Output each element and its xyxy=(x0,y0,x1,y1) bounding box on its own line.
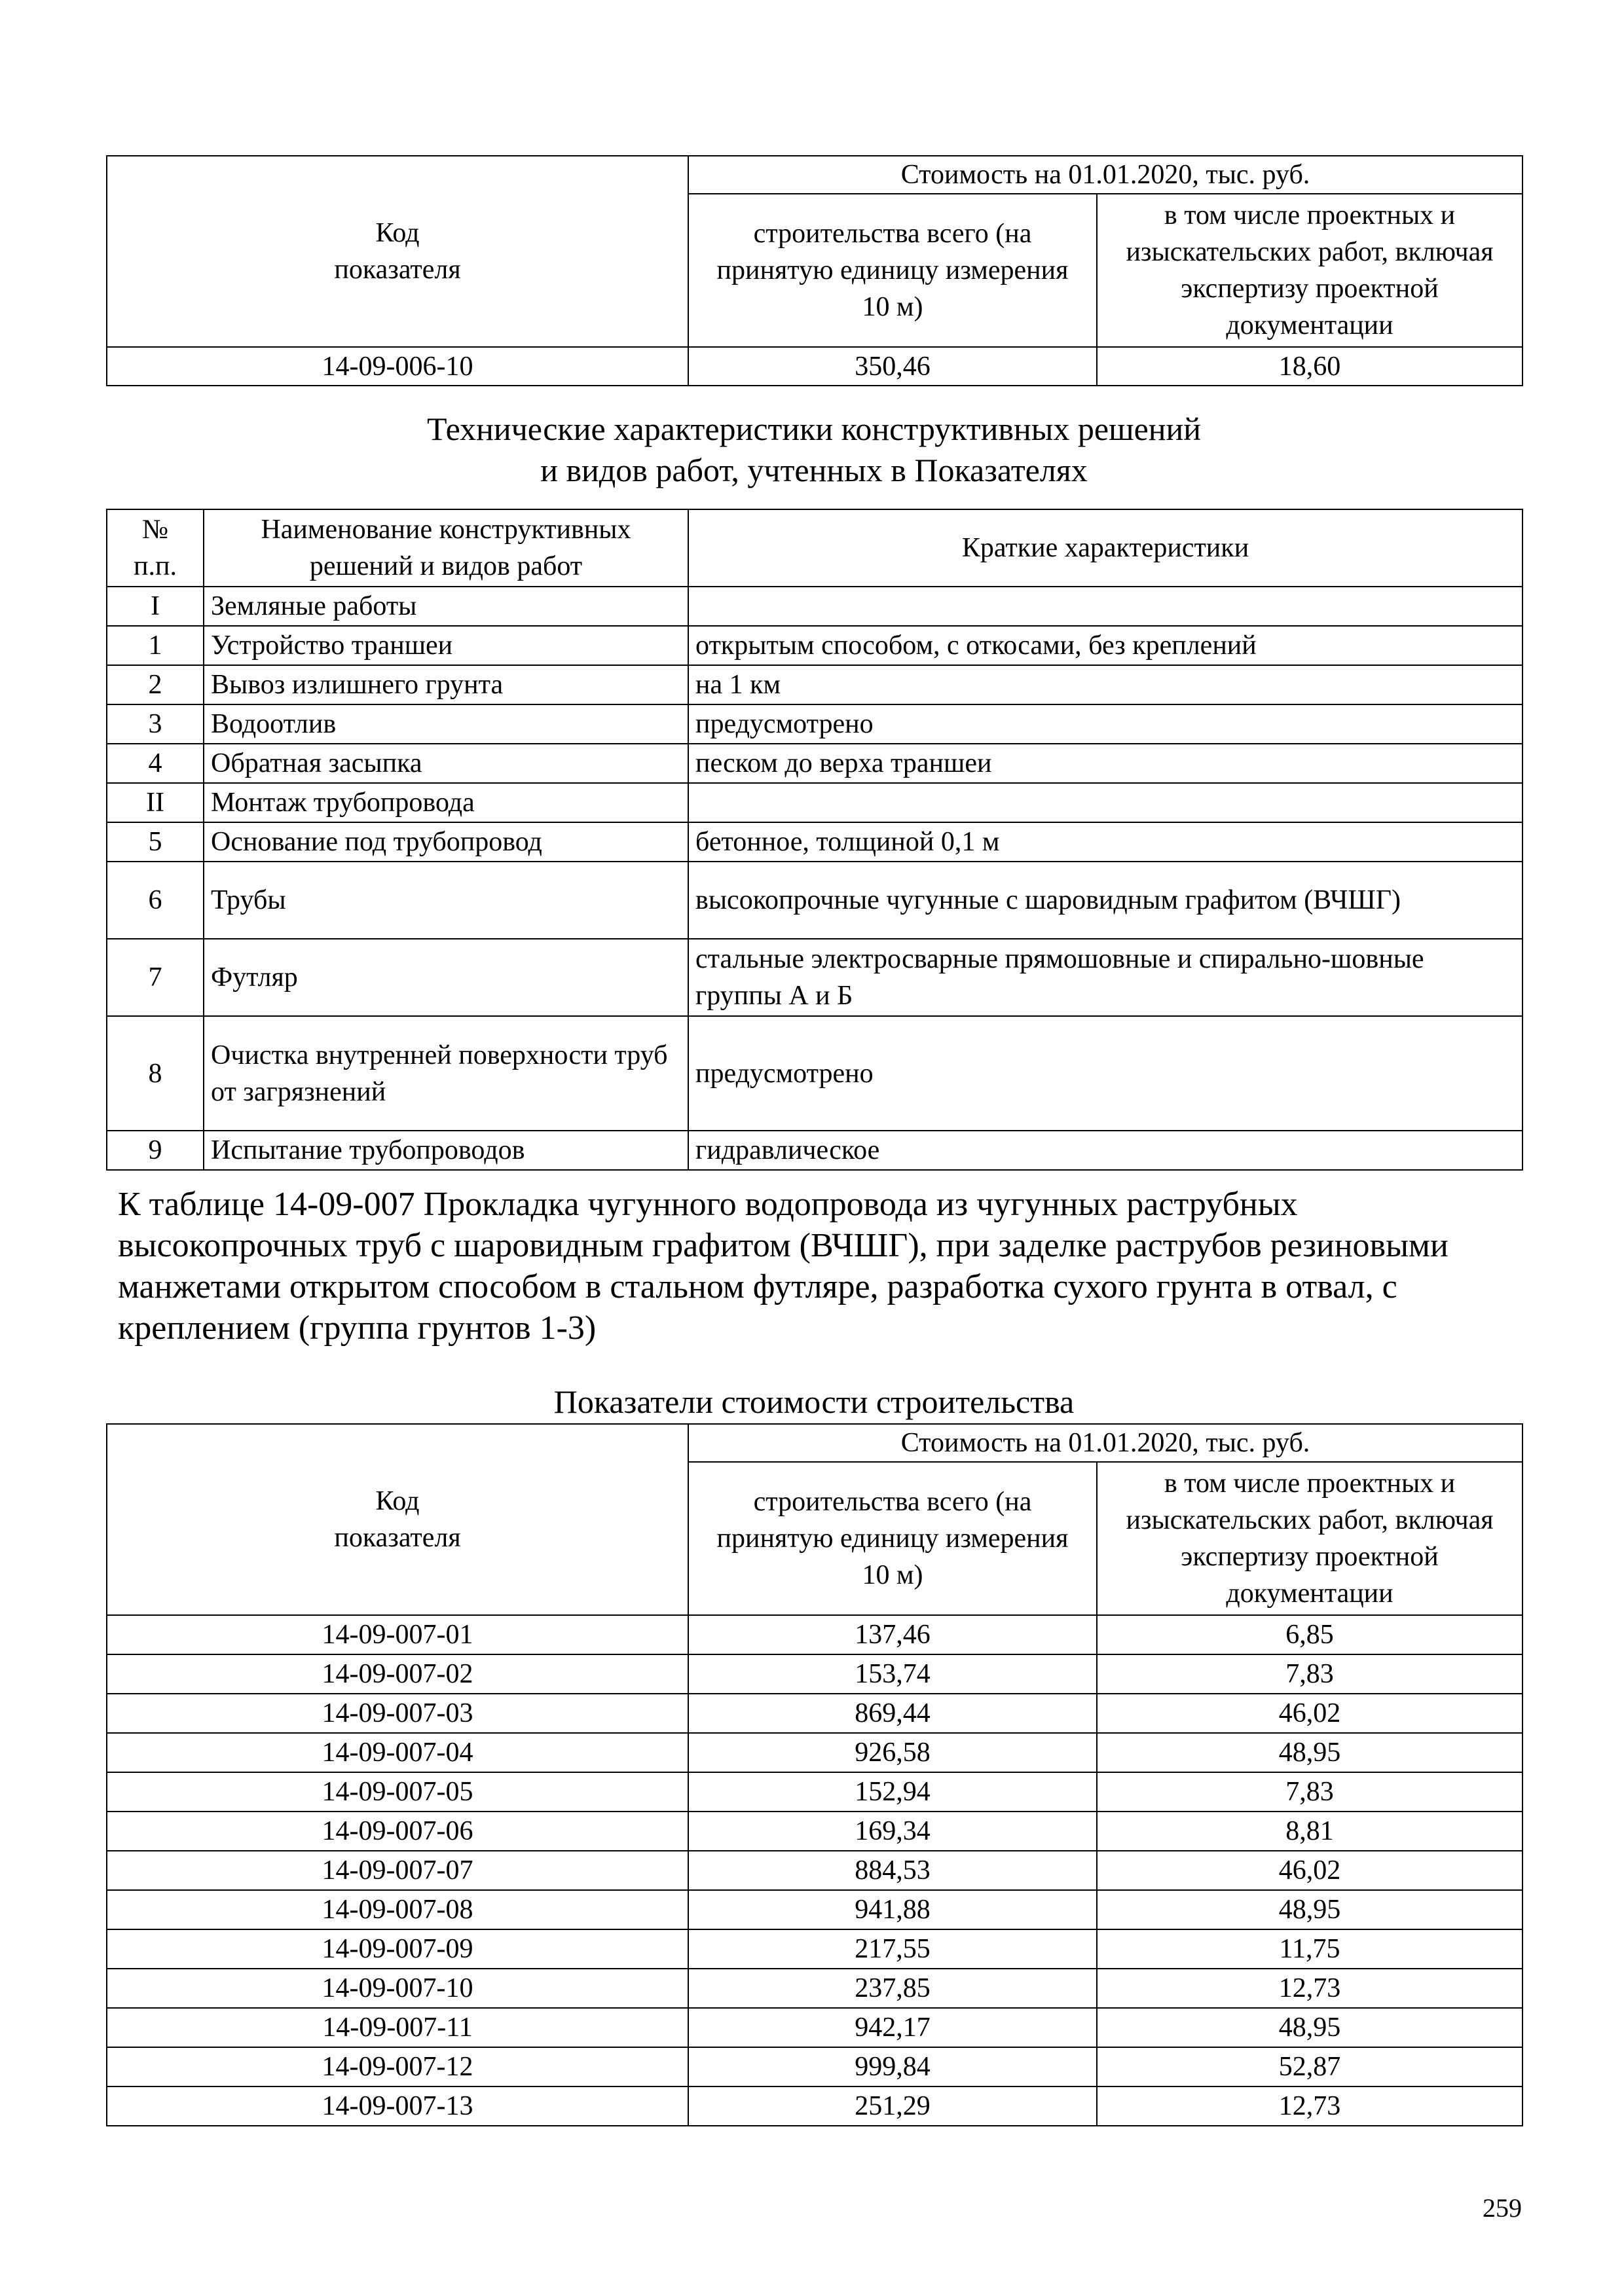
table-row xyxy=(107,1772,1522,1812)
row-design: 7,83 xyxy=(1097,1772,1522,1812)
tech-name: Вывоз излишнего грунта xyxy=(204,665,688,704)
table-row xyxy=(107,862,1522,939)
row-code: 14-09-007-08 xyxy=(107,1890,688,1929)
row-code: 14-09-007-11 xyxy=(107,2008,688,2047)
row-code: 14-09-007-02 xyxy=(107,1654,688,1694)
row-code: 14-09-006-10 xyxy=(107,347,688,386)
table-row xyxy=(107,939,1522,1016)
header-cost: Стоимость на 01.01.2020, тыс. руб. xyxy=(688,1424,1522,1462)
tech-char: стальные электросварные прямошовные и спирально-шовные группы А и Б xyxy=(688,939,1522,1016)
tech-num: 9 xyxy=(107,1131,204,1170)
header-design: в том числе проектных и изыскательских работ, включая экспертизу проектной документации xyxy=(1097,194,1522,347)
row-total: 869,44 xyxy=(688,1694,1097,1733)
tech-heading: Технические характеристики конструктивных решений и видов работ, учтенных в Показателях xyxy=(426,410,1202,488)
tech-char xyxy=(688,783,1522,822)
tech-char: бетонное, толщиной 0,1 м xyxy=(688,822,1522,862)
tech-char: гидравлическое xyxy=(688,1131,1522,1170)
row-total: 251,29 xyxy=(688,2086,1097,2126)
header-total: строительства всего (на принятую единицу измерения 10 м) xyxy=(688,1462,1097,1615)
page-number: 259 xyxy=(1483,2193,1522,2223)
table-row xyxy=(107,1890,1522,1929)
table-row xyxy=(107,704,1522,744)
tech-name: Монтаж трубопровода xyxy=(204,783,688,822)
table-row xyxy=(107,1131,1522,1170)
tech-num: I xyxy=(107,587,204,626)
tech-name: Устройство траншеи xyxy=(204,626,688,665)
row-total: 169,34 xyxy=(688,1812,1097,1851)
row-code: 14-09-007-01 xyxy=(107,1615,688,1654)
table-row xyxy=(107,1654,1522,1694)
table-row xyxy=(107,1615,1522,1654)
tech-num: 2 xyxy=(107,665,204,704)
table-row xyxy=(107,1929,1522,1969)
table-row xyxy=(107,744,1522,783)
row-total: 884,53 xyxy=(688,1851,1097,1890)
row-design: 46,02 xyxy=(1097,1851,1522,1890)
row-total: 999,84 xyxy=(688,2047,1097,2086)
tech-name: Основание под трубопровод xyxy=(204,822,688,862)
tech-name: Обратная засыпка xyxy=(204,744,688,783)
row-code: 14-09-007-03 xyxy=(107,1694,688,1733)
table-row xyxy=(107,587,1522,626)
tech-num: 1 xyxy=(107,626,204,665)
tech-char: песком до верха траншеи xyxy=(688,744,1522,783)
row-design: 6,85 xyxy=(1097,1615,1522,1654)
table-row xyxy=(107,347,1522,386)
table-row xyxy=(107,1851,1522,1890)
row-design: 48,95 xyxy=(1097,2008,1522,2047)
row-design: 7,83 xyxy=(1097,1654,1522,1694)
tech-char: предусмотрено xyxy=(688,704,1522,744)
table-row xyxy=(107,1016,1522,1131)
table-row xyxy=(107,1969,1522,2008)
table-row xyxy=(107,665,1522,704)
row-code: 14-09-007-10 xyxy=(107,1969,688,2008)
tech-name: Очистка внутренней поверхности труб от загрязнений xyxy=(204,1016,688,1131)
tech-char xyxy=(688,587,1522,626)
row-total: 137,46 xyxy=(688,1615,1097,1654)
row-design: 48,95 xyxy=(1097,1733,1522,1772)
row-total: 152,94 xyxy=(688,1772,1097,1812)
table-row xyxy=(107,626,1522,665)
tech-characteristics-table xyxy=(106,509,1523,1171)
table-row xyxy=(107,1694,1522,1733)
row-design: 8,81 xyxy=(1097,1812,1522,1851)
tech-num: 7 xyxy=(107,939,204,1016)
row-code: 14-09-007-13 xyxy=(107,2086,688,2126)
table-row xyxy=(107,1812,1522,1851)
tech-char: на 1 км xyxy=(688,665,1522,704)
row-design: 18,60 xyxy=(1097,347,1522,386)
tech-char: предусмотрено xyxy=(688,1016,1522,1131)
header-code: Код показателя xyxy=(107,156,688,347)
row-code: 14-09-007-04 xyxy=(107,1733,688,1772)
table-row xyxy=(107,822,1522,862)
row-code: 14-09-007-09 xyxy=(107,1929,688,1969)
row-total: 350,46 xyxy=(688,347,1097,386)
header-cost: Стоимость на 01.01.2020, тыс. руб. xyxy=(688,156,1522,194)
tech-name: Трубы xyxy=(204,862,688,939)
row-total: 217,55 xyxy=(688,1929,1097,1969)
tech-header-char: Краткие характеристики xyxy=(688,509,1522,587)
tech-num: 3 xyxy=(107,704,204,744)
row-design: 48,95 xyxy=(1097,1890,1522,1929)
row-design: 11,75 xyxy=(1097,1929,1522,1969)
row-code: 14-09-007-12 xyxy=(107,2047,688,2086)
row-total: 237,85 xyxy=(688,1969,1097,2008)
tech-char: открытым способом, с откосами, без креплений xyxy=(688,626,1522,665)
row-total: 153,74 xyxy=(688,1654,1097,1694)
table-row xyxy=(107,2008,1522,2047)
table-row xyxy=(107,2086,1522,2126)
tech-name: Футляр xyxy=(204,939,688,1016)
row-total: 942,17 xyxy=(688,2008,1097,2047)
table-row xyxy=(107,783,1522,822)
row-code: 14-09-007-06 xyxy=(107,1812,688,1851)
tech-name: Земляные работы xyxy=(204,587,688,626)
tech-num: 4 xyxy=(107,744,204,783)
row-code: 14-09-007-05 xyxy=(107,1772,688,1812)
header-code: Код показателя xyxy=(107,1424,688,1615)
tech-header-name: Наименование конструктивных решений и видов работ xyxy=(204,509,688,587)
tech-header-num: № п.п. xyxy=(107,509,204,587)
table-intro-paragraph: К таблице 14-09-007 Прокладка чугунного водопровода из чугунных раструбных высокопрочных труб с шаровидным графитом (ВЧШГ), при заделке раструбов резиновыми манжетами открытом способом в стальном футляре, разработка сухого грунта в отвал, с креплением (группа грунтов 1-3) xyxy=(118,1186,1449,1347)
tech-num: II xyxy=(107,783,204,822)
table-row xyxy=(107,1733,1522,1772)
row-design: 46,02 xyxy=(1097,1694,1522,1733)
row-code: 14-09-007-07 xyxy=(107,1851,688,1890)
tech-name: Испытание трубопроводов xyxy=(204,1131,688,1170)
cost-heading: Показатели стоимости строительства xyxy=(553,1383,1075,1420)
tech-char: высокопрочные чугунные с шаровидным графитом (ВЧШГ) xyxy=(688,862,1522,939)
table-row xyxy=(107,2047,1522,2086)
header-total: строительства всего (на принятую единицу измерения 10 м) xyxy=(688,194,1097,347)
tech-num: 5 xyxy=(107,822,204,862)
cost-table-14-09-006 xyxy=(106,155,1523,386)
row-total: 926,58 xyxy=(688,1733,1097,1772)
tech-num: 8 xyxy=(107,1016,204,1131)
row-design: 12,73 xyxy=(1097,2086,1522,2126)
row-total: 941,88 xyxy=(688,1890,1097,1929)
row-design: 12,73 xyxy=(1097,1969,1522,2008)
tech-num: 6 xyxy=(107,862,204,939)
row-design: 52,87 xyxy=(1097,2047,1522,2086)
header-design: в том числе проектных и изыскательских работ, включая экспертизу проектной документации xyxy=(1097,1462,1522,1615)
cost-table-14-09-007 xyxy=(106,1423,1523,2126)
tech-name: Водоотлив xyxy=(204,704,688,744)
